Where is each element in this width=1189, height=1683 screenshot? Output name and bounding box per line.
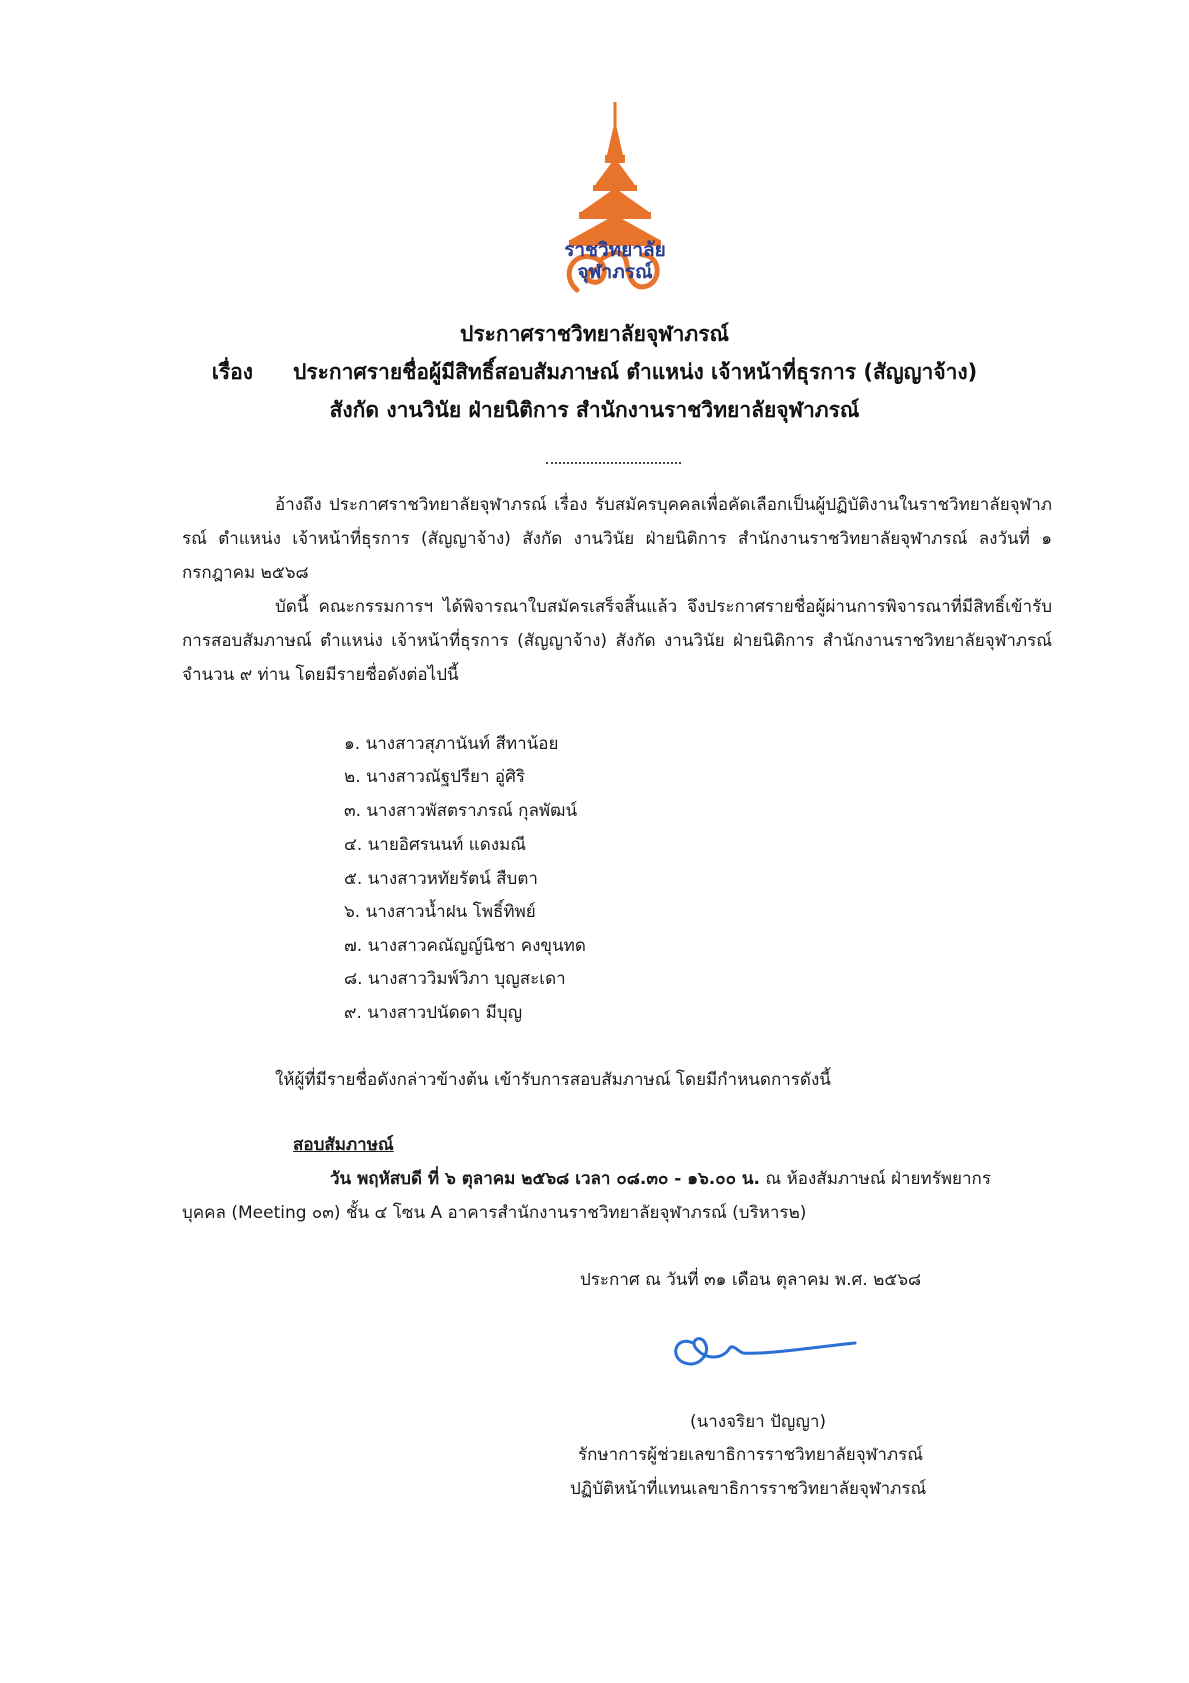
candidate-item: ๑. นางสาวสุภานันท์ สีทาน้อย <box>344 734 559 754</box>
signatory-title-1: รักษาการผู้ช่วยเลขาธิการราชวิทยาลัยจุฬาภรณ์ <box>578 1445 923 1465</box>
interview-schedule <box>330 1165 991 1192</box>
interview-location-part1: ณ ห้องสัมภาษณ์ ฝ่ายทรัพยากร <box>760 1169 991 1189</box>
announcement-affiliation: สังกัด งานวินัย ฝ่ายนิติการ สำนักงานราชวิทยาลัยจุฬาภรณ์ <box>329 398 860 422</box>
candidate-item: ๙. นางสาวปนัดดา มีบุญ <box>344 1003 523 1023</box>
interview-datetime: วัน พฤหัสบดี ที่ ๖ ตุลาคม ๒๕๖๘ เวลา ๐๘.๓๐ - ๑๖.๐๐ น. <box>330 1169 761 1189</box>
interview-location-part2: บุคคล (Meeting ๐๓) ชั้น ๔ โซน A อาคารสำนักงานราชวิทยาลัยจุฬาภรณ์ (บริหาร๒) <box>182 1203 807 1223</box>
candidate-item: ๗. นางสาวคณัญญ์นิชา คงขุนทด <box>344 936 586 956</box>
logo-text-line1: ราชวิทยาลัย <box>564 239 666 261</box>
decision-paragraph-text: บัดนี้ คณะกรรมการฯ ได้พิจารณาใบสมัครเสร็จสิ้นแล้ว จึงประกาศรายชื่อผู้ผ่านการพิจารณาที่มีสิทธิ์เข้ารับการสอบสัมภาษณ์ ตำแหน่ง เจ้าหน้าที่ธุรการ (สัญญาจ้าง) สังกัด งานวินัย ฝ่ายนิติการ สำนักงานราชวิทยาลัยจุฬาภรณ์ จำนวน ๙ ท่าน โดยมีรายชื่อดังต่อไปนี้ <box>182 597 1052 685</box>
interview-heading: สอบสัมภาษณ์ <box>293 1135 394 1155</box>
reference-paragraph-text: อ้างถึง ประกาศราชวิทยาลัยจุฬาภรณ์ เรื่อง รับสมัครบุคคลเพื่อคัดเลือกเป็นผู้ปฏิบัติงานในราชวิทยาลัยจุฬาภรณ์ ตำแหน่ง เจ้าหน้าที่ธุรการ (สัญญาจ้าง) สังกัด งานวินัย ฝ่ายนิติการ สำนักงานราชวิทยาลัยจุฬาภรณ์ ลงวันที่ ๑ กรกฎาคม ๒๕๖๘ <box>182 495 1052 583</box>
announcement-subject <box>0 356 1189 389</box>
header-divider <box>546 462 681 464</box>
candidate-item: ๘. นางสาววิมพ์วิภา บุญสะเดา <box>344 969 566 989</box>
signatory-name: (นางจริยา ปัญญา) <box>690 1412 827 1432</box>
decision-paragraph <box>182 590 1052 692</box>
announce-date: ประกาศ ณ วันที่ ๓๑ เดือน ตุลาคม พ.ศ. ๒๕๖๘ <box>580 1270 922 1290</box>
candidate-item: ๓. นางสาวพัสตราภรณ์ กุลพัฒน์ <box>344 801 578 821</box>
candidate-item: ๖. นางสาวน้ำฝน โพธิ์ทิพย์ <box>344 902 536 922</box>
announcement-title: ประกาศราชวิทยาลัยจุฬาภรณ์ <box>459 322 729 346</box>
reference-paragraph <box>182 488 1052 590</box>
subject-label: เรื่อง <box>211 360 254 384</box>
logo-text-line2: จุฬาภรณ์ <box>577 261 653 283</box>
candidate-item: ๔. นายอิศรนนท์ แดงมณี <box>344 835 527 855</box>
instruction-text: ให้ผู้ที่มีรายชื่อดังกล่าวข้างต้น เข้ารับการสอบสัมภาษณ์ โดยมีกำหนดการดังนี้ <box>275 1070 831 1090</box>
subject-text: ประกาศรายชื่อผู้มีสิทธิ์สอบสัมภาษณ์ ตำแหน่ง เจ้าหน้าที่ธุรการ (สัญญาจ้าง) <box>293 360 978 384</box>
signatory-title-2: ปฏิบัติหน้าที่แทนเลขาธิการราชวิทยาลัยจุฬาภรณ์ <box>570 1479 927 1499</box>
candidate-item: ๕. นางสาวหทัยรัตน์ สืบตา <box>344 869 538 889</box>
candidate-item: ๒. นางสาวณัฐปรียา อู่ศิริ <box>344 767 526 787</box>
handwritten-signature-icon <box>665 1313 865 1373</box>
